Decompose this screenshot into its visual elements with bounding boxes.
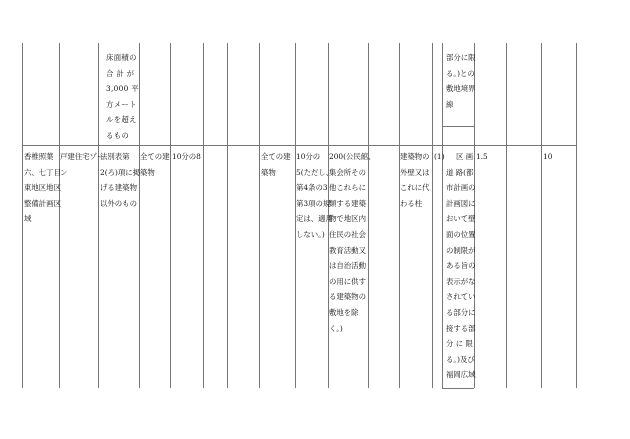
setback-distance (476, 149, 488, 165)
text-line: 接する部 (446, 323, 476, 333)
coverage-target (140, 149, 170, 180)
text-line: 全ての建 (140, 152, 170, 161)
text-line: 外壁又は (400, 167, 430, 177)
text-line: 以外のもの (100, 198, 137, 208)
text-line: 第3項の規 (296, 198, 331, 208)
column-rule (227, 43, 228, 388)
text-line: 敷地境界 (446, 84, 476, 94)
text-line: 床面積の (106, 53, 137, 62)
column-rule (506, 43, 507, 388)
minimum-site-area (329, 149, 376, 336)
column-rule (139, 43, 140, 388)
text-line: 面の位置 (446, 229, 476, 239)
text-line: 香椎照葉 (24, 152, 54, 161)
text-line: げる建築物 (100, 183, 137, 193)
text-line: 10 (543, 152, 553, 161)
text-line: 市計画の (446, 183, 476, 193)
column-rule (442, 43, 443, 388)
wall-detail-bottom (442, 388, 474, 389)
text-line: 類する建築 (329, 198, 366, 208)
text-line: 第4条の3 (296, 183, 328, 193)
text-line: は自治活動 (329, 261, 366, 271)
wall-item-marker (434, 149, 444, 165)
text-line: 方メート (106, 99, 137, 109)
text-line: の制限が (446, 245, 476, 255)
column-rule (259, 43, 260, 388)
column-rule (170, 43, 171, 388)
text-line: 他これらに (329, 183, 366, 193)
text-line: 整備計画区 (24, 198, 61, 208)
text-line: 部分に限 (446, 53, 476, 62)
text-line: 2(ろ)項に掲 (100, 167, 141, 177)
text-line: 全ての建 (261, 152, 291, 161)
wall-restriction-detail (446, 149, 476, 383)
text-line: 200(公民館、 (329, 152, 376, 161)
text-line: 区 画 (456, 152, 474, 161)
text-line: 福岡広域 (446, 370, 476, 380)
text-line: 計画図に (446, 198, 476, 208)
text-line: 3,000 平 (106, 84, 139, 94)
text-line: る。)との (446, 68, 475, 78)
coverage-ratio (172, 149, 201, 165)
column-rule (22, 43, 23, 388)
text-line: 敷地を除 (329, 307, 359, 317)
text-line: 戸建住宅ゾー (60, 152, 105, 161)
text-line: 建築物の (400, 152, 430, 161)
text-line: 築物 (140, 167, 155, 177)
text-line: 築物 (261, 167, 276, 177)
text-line: 1.5 (476, 152, 488, 161)
district-name (24, 149, 61, 227)
text-line: 線 (446, 99, 454, 109)
column-rule (432, 43, 433, 388)
height-limit (543, 149, 552, 165)
text-line: る建築物の (329, 292, 366, 302)
text-line: されてい (446, 292, 476, 302)
text-line: (1) (434, 152, 445, 161)
column-rule (541, 43, 542, 388)
text-line: これに代 (400, 183, 430, 193)
text-line: 物で地区内 (329, 214, 366, 224)
text-line: ルを超え (106, 115, 137, 125)
text-line: おいて壁 (446, 214, 476, 224)
text-line: 合 計 が (106, 68, 135, 78)
text-line: ン (60, 167, 68, 177)
text-line: 域 (24, 214, 32, 224)
text-line: の用に供す (329, 276, 366, 286)
text-line: 法別表第 (100, 152, 130, 161)
text-line: 5(ただし、 (296, 167, 334, 177)
text-line: 住民の社会 (329, 229, 366, 239)
text-line: る部分に (446, 307, 476, 317)
column-rule (576, 43, 577, 388)
wall-position-restriction (400, 149, 430, 211)
building-ratio (296, 149, 333, 243)
zone-name (60, 149, 104, 180)
ratio-target (261, 149, 291, 180)
text-line: る。)及び (446, 354, 475, 364)
column-rule (98, 43, 99, 388)
row-separator (22, 145, 576, 146)
text-line: 集会所その (329, 167, 366, 177)
text-line: わる柱 (400, 198, 423, 208)
text-line: 10分の8 (172, 152, 201, 161)
boundary-note (446, 50, 476, 112)
column-rule (399, 43, 400, 388)
text-line: 表示がな (446, 276, 476, 286)
text-line: 定は、適用 (296, 214, 333, 224)
text-line: く。) (329, 323, 343, 333)
text-line: ある旨の (446, 261, 476, 271)
column-rule (203, 43, 204, 388)
text-line: 東地区地区 (24, 183, 61, 193)
building-use-restriction (100, 149, 140, 211)
text-line: 教育活動又 (329, 245, 366, 255)
floor-area-condition (106, 50, 139, 144)
text-line: しない。) (296, 229, 325, 239)
text-line: 道 路(都 (446, 167, 474, 177)
text-line: 分 に 限 (446, 339, 473, 349)
text-line: 10分の (296, 152, 321, 161)
text-line: るもの (106, 130, 130, 140)
boundary-box-bottom (442, 126, 474, 127)
text-line: 六、七丁目 (24, 167, 61, 177)
